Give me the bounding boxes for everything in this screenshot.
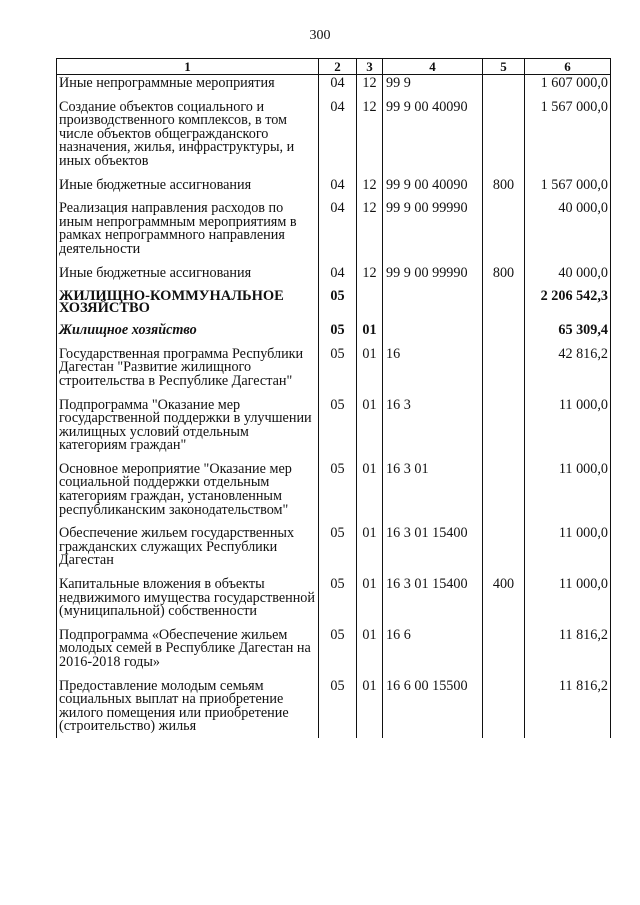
cell-target-article: 99 9 00 40090 (383, 177, 483, 201)
column-header-4: 4 (383, 59, 483, 75)
cell-expense-type: 800 (483, 177, 525, 201)
cell-subsection-code: 01 (357, 525, 383, 576)
table-body (57, 75, 611, 738)
cell-expense-type (483, 461, 525, 525)
cell-name: Подпрограмма "Оказание мер государственной поддержки в улучшении жилищных условий отдельным категориям граждан" (57, 397, 319, 461)
table-row (57, 627, 611, 678)
column-header-6: 6 (525, 59, 611, 75)
cell-target-article: 16 3 01 15400 (383, 525, 483, 576)
cell-subsection-code: 12 (357, 99, 383, 177)
cell-target-article (383, 288, 483, 322)
budget-table (56, 58, 611, 738)
cell-target-article: 16 3 (383, 397, 483, 461)
table-row (57, 200, 611, 264)
page-number: 300 (309, 28, 331, 43)
cell-section-code: 05 (319, 397, 357, 461)
cell-expense-type (483, 75, 525, 99)
cell-target-article: 99 9 00 99990 (383, 265, 483, 289)
column-header-3: 3 (357, 59, 383, 75)
cell-subsection-code: 12 (357, 75, 383, 99)
cell-subsection-code: 01 (357, 322, 383, 346)
cell-expense-type: 800 (483, 265, 525, 289)
cell-target-article: 99 9 (383, 75, 483, 99)
cell-amount: 42 816,2 (525, 346, 611, 397)
table-row (57, 75, 611, 99)
cell-target-article: 99 9 00 99990 (383, 200, 483, 264)
cell-name: Создание объектов социального и производственного комплексов, в том числе объектов общегражданского назначения, жилья, инфраструктуры, и иных объектов (57, 99, 319, 177)
column-header-1: 1 (57, 59, 319, 75)
cell-amount: 65 309,4 (525, 322, 611, 346)
cell-amount: 11 000,0 (525, 576, 611, 627)
cell-name: Реализация направления расходов по иным непрограммным мероприятиям в рамках непрограммного направления деятельности (57, 200, 319, 264)
cell-target-article: 16 3 01 15400 (383, 576, 483, 627)
table-row (57, 397, 611, 461)
cell-subsection-code: 01 (357, 397, 383, 461)
cell-name: Жилищное хозяйство (57, 322, 319, 346)
column-header-5: 5 (483, 59, 525, 75)
cell-name: Капитальные вложения в объекты недвижимого имущества государственной (муниципальной) собственности (57, 576, 319, 627)
cell-section-code: 05 (319, 322, 357, 346)
cell-subsection-code: 01 (357, 627, 383, 678)
cell-amount: 11 816,2 (525, 627, 611, 678)
cell-subsection-code: 12 (357, 177, 383, 201)
cell-target-article: 16 3 01 (383, 461, 483, 525)
cell-expense-type (483, 397, 525, 461)
cell-subsection-code: 01 (357, 461, 383, 525)
cell-target-article (383, 322, 483, 346)
cell-expense-type (483, 525, 525, 576)
cell-expense-type (483, 678, 525, 738)
cell-amount: 40 000,0 (525, 265, 611, 289)
cell-section-code: 04 (319, 265, 357, 289)
cell-expense-type (483, 627, 525, 678)
cell-amount: 11 000,0 (525, 461, 611, 525)
cell-section-code: 05 (319, 627, 357, 678)
cell-subsection-code: 01 (357, 678, 383, 738)
table-row (57, 346, 611, 397)
table-row (57, 525, 611, 576)
cell-name: Государственная программа Республики Дагестан "Развитие жилищного строительства в Республике Дагестан" (57, 346, 319, 397)
table-row (57, 678, 611, 738)
cell-section-code: 04 (319, 177, 357, 201)
column-header-2: 2 (319, 59, 357, 75)
cell-section-code: 05 (319, 678, 357, 738)
table-row (57, 265, 611, 289)
cell-expense-type (483, 288, 525, 322)
cell-name: Иные бюджетные ассигнования (57, 265, 319, 289)
cell-amount: 40 000,0 (525, 200, 611, 264)
cell-subsection-code: 01 (357, 576, 383, 627)
cell-name: Иные непрограммные мероприятия (57, 75, 319, 99)
cell-amount: 11 000,0 (525, 525, 611, 576)
cell-subsection-code: 12 (357, 265, 383, 289)
cell-name: Обеспечение жильем государственных гражданских служащих Республики Дагестан (57, 525, 319, 576)
cell-name: Основное мероприятие "Оказание мер социальной поддержки отдельным категориям граждан, установленным республиканским законодательством" (57, 461, 319, 525)
table-row (57, 576, 611, 627)
cell-section-code: 04 (319, 75, 357, 99)
cell-expense-type (483, 200, 525, 264)
cell-subsection-code (357, 288, 383, 322)
table-row (57, 322, 611, 346)
cell-name: Иные бюджетные ассигнования (57, 177, 319, 201)
cell-expense-type (483, 99, 525, 177)
cell-section-code: 05 (319, 525, 357, 576)
cell-section-code: 05 (319, 461, 357, 525)
cell-section-code: 04 (319, 200, 357, 264)
cell-name: Подпрограмма «Обеспечение жильем молодых семей в Республике Дагестан на 2016-2018 годы» (57, 627, 319, 678)
table-row (57, 461, 611, 525)
cell-section-code: 05 (319, 346, 357, 397)
cell-target-article: 16 6 00 15500 (383, 678, 483, 738)
cell-name: ЖИЛИЩНО-КОММУНАЛЬНОЕ ХОЗЯЙСТВО (57, 288, 319, 322)
cell-target-article: 99 9 00 40090 (383, 99, 483, 177)
cell-target-article: 16 6 (383, 627, 483, 678)
cell-name: Предоставление молодым семьям социальных выплат на приобретение жилого помещения или приобретение (строительство) жилья (57, 678, 319, 738)
table-row (57, 177, 611, 201)
cell-subsection-code: 12 (357, 200, 383, 264)
cell-subsection-code: 01 (357, 346, 383, 397)
cell-expense-type (483, 346, 525, 397)
cell-expense-type (483, 322, 525, 346)
cell-target-article: 16 (383, 346, 483, 397)
cell-amount: 2 206 542,3 (525, 288, 611, 322)
cell-amount: 11 000,0 (525, 397, 611, 461)
cell-amount: 1 567 000,0 (525, 99, 611, 177)
cell-section-code: 05 (319, 576, 357, 627)
cell-amount: 1 567 000,0 (525, 177, 611, 201)
table-header (57, 59, 611, 75)
cell-section-code: 05 (319, 288, 357, 322)
cell-amount: 11 816,2 (525, 678, 611, 738)
table-row (57, 99, 611, 177)
cell-section-code: 04 (319, 99, 357, 177)
table-row (57, 288, 611, 322)
cell-expense-type: 400 (483, 576, 525, 627)
cell-amount: 1 607 000,0 (525, 75, 611, 99)
